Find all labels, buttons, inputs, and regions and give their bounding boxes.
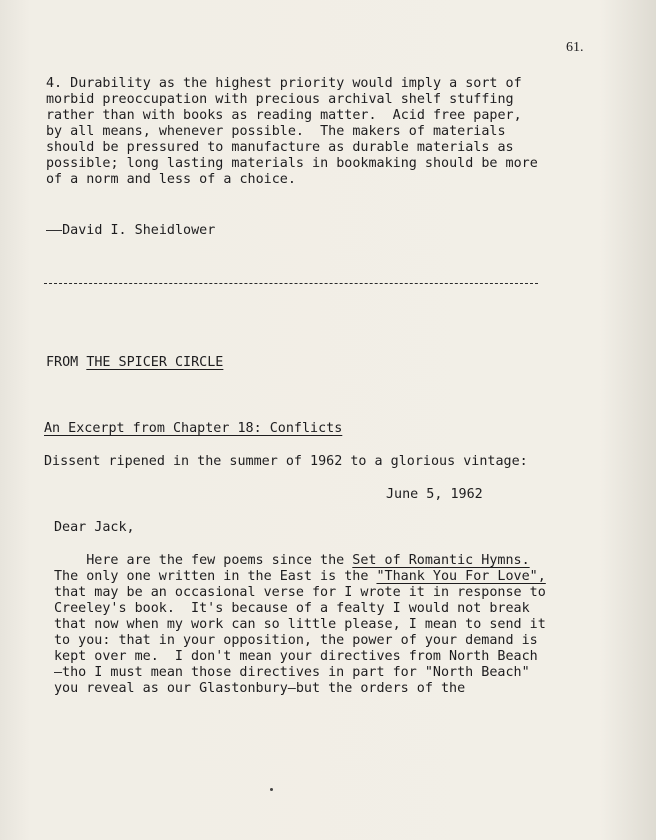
letter-line xyxy=(54,553,530,569)
intro-line: Dissent ripened in the summer of 1962 to a glorious vintage: xyxy=(44,454,528,469)
author-signature: ——David I. Sheidlower xyxy=(46,223,216,238)
paragraph-line: morbid preoccupation with precious archival shelf stuffing xyxy=(46,92,514,107)
section-heading-prefix: FROM xyxy=(46,355,87,370)
letter-line: that may be an occasional verse for I wrote it in response to xyxy=(54,585,546,600)
paragraph-line: should be pressured to manufacture as durable materials as xyxy=(46,140,514,155)
letter-line: —tho I must mean those directives in part for "North Beach" xyxy=(54,665,530,680)
letter-line: Creeley's book. It's because of a fealty I would not break xyxy=(54,601,530,616)
letter-line-text: The only one written in the East is the xyxy=(54,569,377,584)
stray-mark xyxy=(270,788,273,791)
letter-line-text: Here are the few poems since the xyxy=(54,553,353,568)
paragraph-line: possible; long lasting materials in bookmaking should be more xyxy=(46,156,538,171)
section-heading-title: THE SPICER CIRCLE xyxy=(86,355,224,370)
paragraph-line: of a norm and less of a choice. xyxy=(46,172,296,187)
poem-title-thank-you-for-love: "Thank You For Love", xyxy=(376,569,546,584)
letter-line: that now when my work can so little please, I mean to send it xyxy=(54,617,546,632)
letter-date: June 5, 1962 xyxy=(386,487,483,502)
dashed-divider xyxy=(44,283,538,284)
paragraph-line: 4. Durability as the highest priority would imply a sort of xyxy=(46,76,522,91)
letter-line: you reveal as our Glastonbury—but the orders of the xyxy=(54,681,466,696)
excerpt-heading: An Excerpt from Chapter 18: Conflicts xyxy=(44,421,343,436)
letter-salutation: Dear Jack, xyxy=(54,520,135,535)
section-heading xyxy=(46,355,223,371)
letter-line xyxy=(54,569,546,585)
poem-title-set-of-romantic-hymns: Set of Romantic Hymns. xyxy=(352,553,530,568)
paragraph-line: rather than with books as reading matter. Acid free paper, xyxy=(46,108,522,123)
letter-line: kept over me. I don't mean your directives from North Beach xyxy=(54,649,538,664)
paragraph-line: by all means, whenever possible. The makers of materials xyxy=(46,124,506,139)
letter-line: to you: that in your opposition, the power of your demand is xyxy=(54,633,538,648)
page-number: 61. xyxy=(566,40,584,55)
